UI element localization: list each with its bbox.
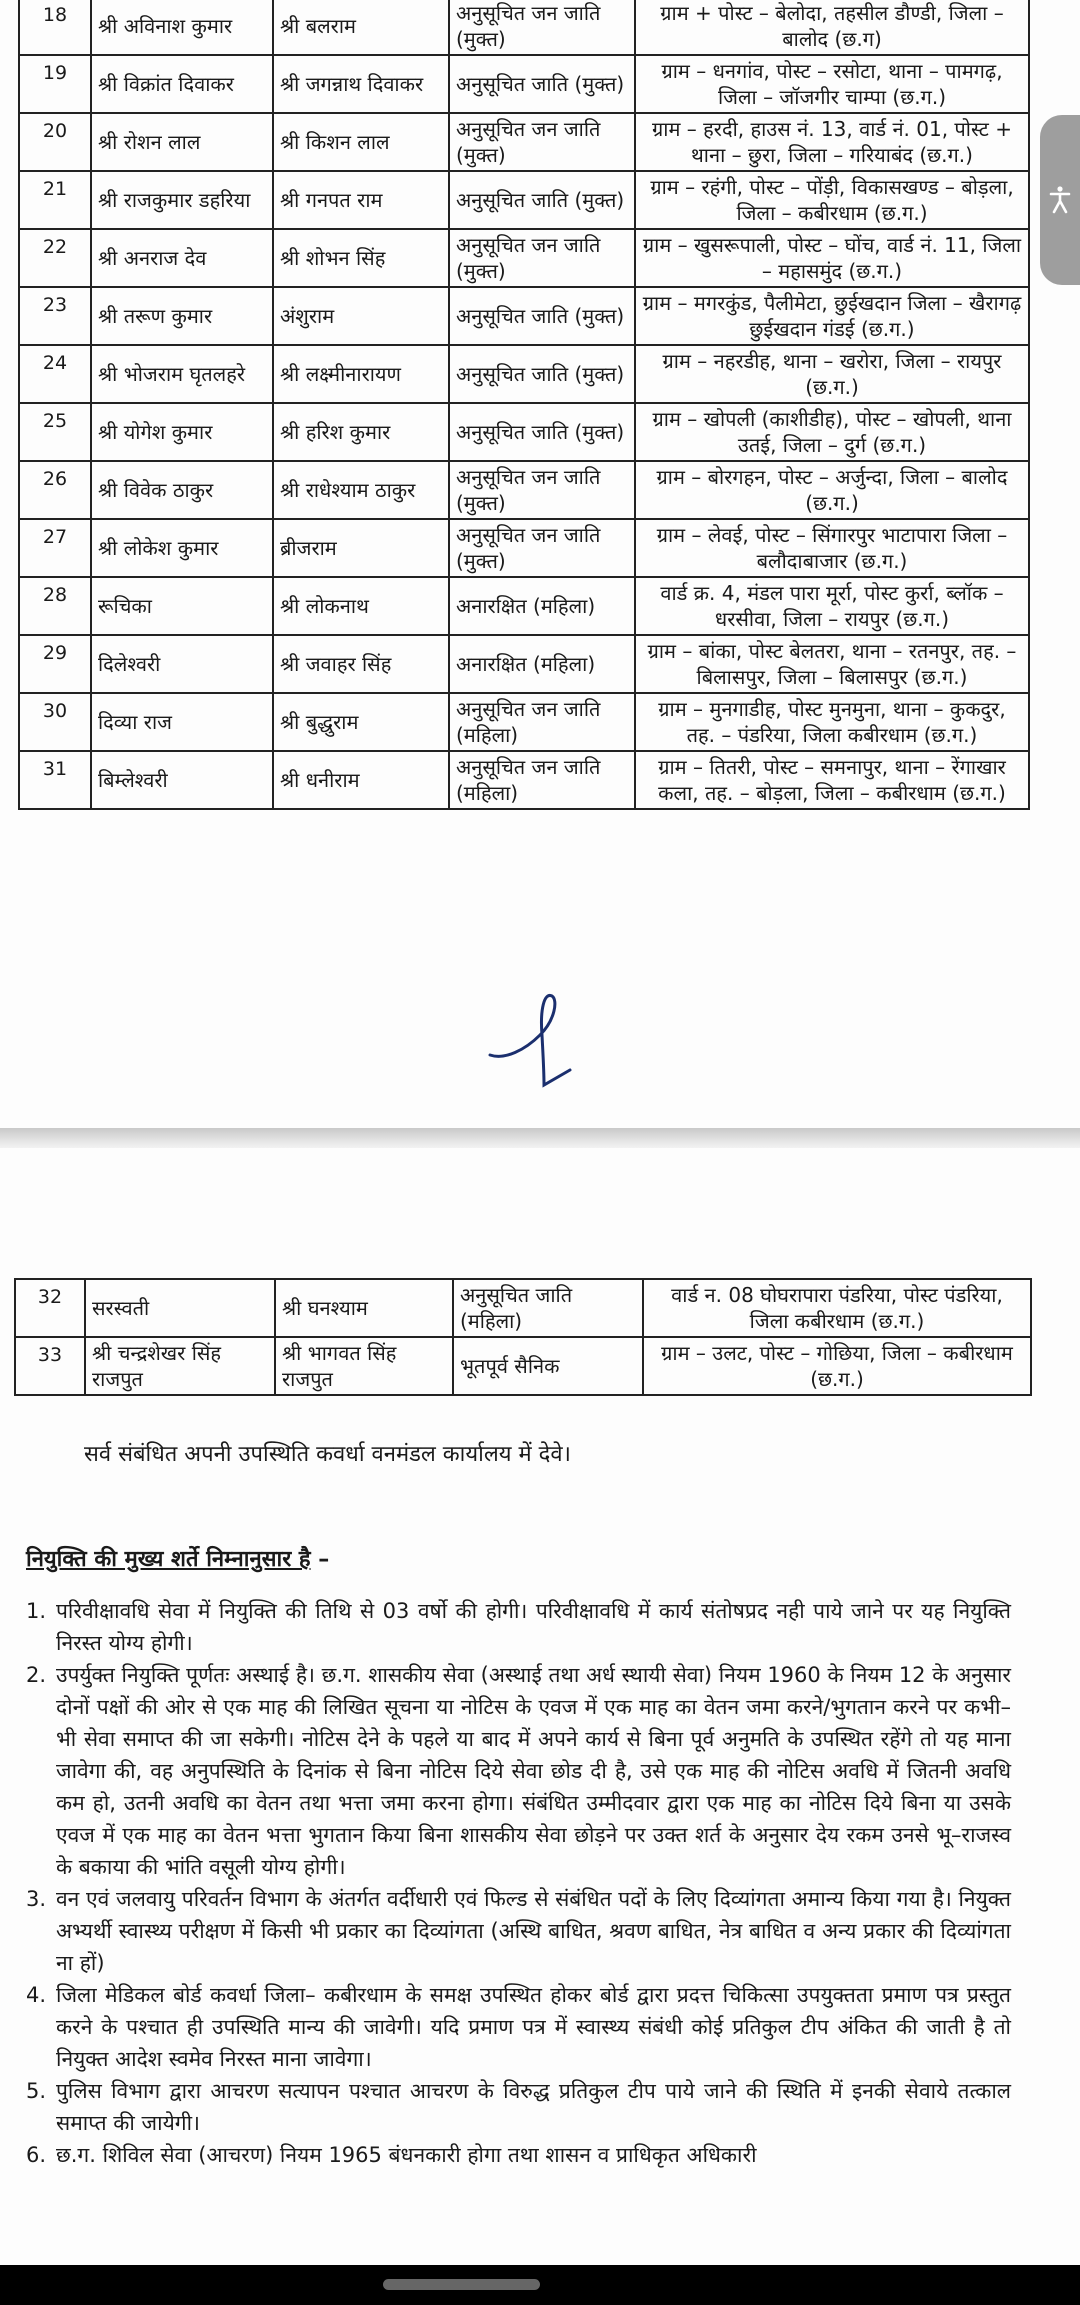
candidate-name-cell: श्री भोजराम घृतलहरे <box>91 345 273 403</box>
candidate-name-cell: श्री विक्रांत दिवाकर <box>91 55 273 113</box>
category-cell: अनुसूचित जाति (मुक्त) <box>449 55 635 113</box>
accessibility-icon <box>1049 186 1071 214</box>
condition-text: जिला मेडिकल बोर्ड कवर्धा जिला– कबीरधाम के समक्ष उपस्थित होकर बोर्ड द्वारा प्रदत्त चिकित्सा उपयुक्तता प्रमाण पत्र प्रस्तुत करने के पश्चात ही उपस्थिति मान्य की जावेगी। यदि प्रमाण पत्र में स्वास्थ्य संबंधी कोई प्रतिकुल टीप अंकित की जाती है तो नियुक्त आदेश स्वमेव निरस्त माना जावेगा। <box>56 1983 1011 2071</box>
serial-number-cell: 21 <box>19 171 91 229</box>
serial-number-cell: 32 <box>15 1279 85 1337</box>
address-cell: ग्राम – बांका, पोस्ट बेलतरा, थाना – रतनपुर, तह. – बिलासपुर, जिला – बिलासपुर (छ.ग.) <box>635 635 1029 693</box>
father-name-cell: श्री घनश्याम <box>275 1279 453 1337</box>
address-cell: ग्राम – हरदी, हाउस नं. 13, वार्ड नं. 01, पोस्ट + थाना – छुरा, जिला – गरियाबंद (छ.ग.) <box>635 113 1029 171</box>
category-cell: अनुसूचित जाति (मुक्त) <box>449 345 635 403</box>
father-name-cell: श्री लक्ष्मीनारायण <box>273 345 449 403</box>
table-row <box>19 55 1029 113</box>
category-cell: अनुसूचित जन जाति (मुक्त) <box>449 229 635 287</box>
condition-number: 3. <box>26 1887 47 1911</box>
father-name-cell: श्री हरिश कुमार <box>273 403 449 461</box>
address-cell: ग्राम – तितरी, पोस्ट – समनापुर, थाना – रेंगाखार कला, तह. – बोड़ला, जिला – कबीरधाम (छ.ग.) <box>635 751 1029 809</box>
condition-item <box>26 1883 1011 1979</box>
serial-number-cell: 26 <box>19 461 91 519</box>
category-cell: अनारक्षित (महिला) <box>449 635 635 693</box>
table-row <box>19 577 1029 635</box>
table-row <box>19 403 1029 461</box>
father-name-cell: श्री बुद्धुराम <box>273 693 449 751</box>
signature-mark <box>470 990 590 1100</box>
address-cell: ग्राम – मगरकुंड, पैलीमेटा, छुईखदान जिला – खैरागढ़ छुईखदान गंडई (छ.ग.) <box>635 287 1029 345</box>
serial-number-cell: 20 <box>19 113 91 171</box>
category-cell: अनुसूचित जाति (मुक्त) <box>449 403 635 461</box>
condition-number: 6. <box>26 2143 47 2167</box>
serial-number-cell: 33 <box>15 1337 85 1395</box>
table-row <box>19 0 1029 55</box>
condition-number: 1. <box>26 1599 47 1623</box>
table-row <box>15 1279 1031 1337</box>
address-cell: ग्राम – उलट, पोस्ट – गोछिया, जिला – कबीरधाम (छ.ग.) <box>643 1337 1031 1395</box>
candidate-name-cell: श्री अविनाश कुमार <box>91 0 273 55</box>
father-name-cell: श्री धनीराम <box>273 751 449 809</box>
conditions-heading <box>26 1545 329 1575</box>
candidate-name-cell: श्री अनराज देव <box>91 229 273 287</box>
table-row <box>19 461 1029 519</box>
document-page-1 <box>0 0 1080 1140</box>
candidate-name-cell: श्री रोशन लाल <box>91 113 273 171</box>
table-row <box>19 287 1029 345</box>
system-navigation-bar <box>0 2265 1080 2305</box>
category-cell: अनुसूचित जन जाति (मुक्त) <box>449 519 635 577</box>
conditions-heading-dash: – <box>310 1547 330 1572</box>
serial-number-cell: 28 <box>19 577 91 635</box>
address-cell: ग्राम + पोस्ट – बेलोदा, तहसील डौण्डी, जिला – बालोद (छ.ग) <box>635 0 1029 55</box>
candidate-name-cell: बिम्लेश्वरी <box>91 751 273 809</box>
candidate-name-cell: श्री लोकेश कुमार <box>91 519 273 577</box>
serial-number-cell: 30 <box>19 693 91 751</box>
category-cell: अनुसूचित जन जाति (मुक्त) <box>449 0 635 55</box>
candidate-name-cell: दिलेश्वरी <box>91 635 273 693</box>
father-name-cell: श्री जवाहर सिंह <box>273 635 449 693</box>
condition-item <box>26 1979 1011 2075</box>
father-name-cell: श्री गनपत राम <box>273 171 449 229</box>
category-cell: अनुसूचित जन जाति (मुक्त) <box>449 113 635 171</box>
condition-item <box>26 1659 1011 1883</box>
condition-number: 4. <box>26 1983 47 2007</box>
home-gesture-handle[interactable] <box>383 2279 540 2290</box>
category-cell: अनुसूचित जन जाति (महिला) <box>449 751 635 809</box>
condition-text: पुलिस विभाग द्वारा आचरण सत्यापन पश्चात आचरण के विरुद्ध प्रतिकुल टीप पाये जाने की स्थिति में इनकी सेवाये तत्काल समाप्त की जायेगी। <box>56 2079 1011 2135</box>
father-name-cell: श्री भागवत सिंह राजपुत <box>275 1337 453 1395</box>
serial-number-cell: 18 <box>19 0 91 55</box>
serial-number-cell: 19 <box>19 55 91 113</box>
serial-number-cell: 31 <box>19 751 91 809</box>
category-cell: अनुसूचित जाति (मुक्त) <box>449 287 635 345</box>
address-cell: वार्ड न. 08 घोघरापारा पंडरिया, पोस्ट पंडरिया, जिला कबीरधाम (छ.ग.) <box>643 1279 1031 1337</box>
category-cell: अनुसूचित जन जाति (मुक्त) <box>449 461 635 519</box>
candidate-name-cell: दिव्या राज <box>91 693 273 751</box>
address-cell: ग्राम – धनगांव, पोस्ट – रसोटा, थाना – पामगढ़, जिला – जॉजगीर चाम्पा (छ.ग.) <box>635 55 1029 113</box>
candidate-name-cell: सरस्वती <box>85 1279 275 1337</box>
category-cell: भूतपूर्व सैनिक <box>453 1337 643 1395</box>
address-cell: ग्राम – नहरडीह, थाना – खरोरा, जिला – रायपुर (छ.ग.) <box>635 345 1029 403</box>
father-name-cell: श्री बलराम <box>273 0 449 55</box>
table-row <box>19 113 1029 171</box>
category-cell: अनारक्षित (महिला) <box>449 577 635 635</box>
address-cell: वार्ड क्र. 4, मंडल पारा मूर्रा, पोस्ट कुर्रा, ब्लॉक – धरसीवा, जिला – रायपुर (छ.ग.) <box>635 577 1029 635</box>
appointment-table-page-2 <box>14 1278 1032 1396</box>
conditions-heading-text: नियुक्ति की मुख्य शर्ते निम्नानुसार है <box>26 1547 311 1572</box>
candidate-name-cell: श्री तरूण कुमार <box>91 287 273 345</box>
appointment-table-page-1 <box>18 0 1030 810</box>
table-row <box>19 519 1029 577</box>
table-row <box>19 693 1029 751</box>
conditions-list <box>26 1595 1011 2171</box>
table-row <box>19 229 1029 287</box>
table-row <box>19 635 1029 693</box>
serial-number-cell: 22 <box>19 229 91 287</box>
father-name-cell: श्री जगन्नाथ दिवाकर <box>273 55 449 113</box>
attendance-note: सर्व संबंधित अपनी उपस्थिति कवर्धा वनमंडल कार्यालय में देवे। <box>84 1442 571 1467</box>
candidate-name-cell: श्री चन्द्रशेखर सिंह राजपुत <box>85 1337 275 1395</box>
address-cell: ग्राम – रहंगी, पोस्ट – पोंड़ी, विकासखण्ड – बोड़ला, जिला – कबीरधाम (छ.ग.) <box>635 171 1029 229</box>
table-row <box>19 345 1029 403</box>
address-cell: ग्राम – खोपली (काशीडीह), पोस्ट – खोपली, थाना उतई, जिला – दुर्ग (छ.ग.) <box>635 403 1029 461</box>
accessibility-button[interactable] <box>1040 115 1080 285</box>
father-name-cell: अंशुराम <box>273 287 449 345</box>
table-row <box>15 1337 1031 1395</box>
candidate-name-cell: श्री योगेश कुमार <box>91 403 273 461</box>
serial-number-cell: 29 <box>19 635 91 693</box>
category-cell: अनुसूचित जाति (महिला) <box>453 1279 643 1337</box>
candidate-name-cell: रूचिका <box>91 577 273 635</box>
condition-number: 2. <box>26 1663 47 1687</box>
condition-item <box>26 2139 1011 2171</box>
condition-text: छ.ग. शिविल सेवा (आचरण) नियम 1965 बंधनकारी होगा तथा शासन व प्राधिकृत अधिकारी <box>56 2143 757 2167</box>
address-cell: ग्राम – खुसरूपाली, पोस्ट – घोंच, वार्ड नं. 11, जिला – महासमुंद (छ.ग.) <box>635 229 1029 287</box>
address-cell: ग्राम – बोरगहन, पोस्ट – अर्जुन्दा, जिला – बालोद (छ.ग.) <box>635 461 1029 519</box>
table-row <box>19 751 1029 809</box>
serial-number-cell: 27 <box>19 519 91 577</box>
address-cell: ग्राम – मुनगाडीह, पोस्ट मुनमुना, थाना – कुकदुर, तह. – पंडरिया, जिला कबीरधाम (छ.ग.) <box>635 693 1029 751</box>
serial-number-cell: 25 <box>19 403 91 461</box>
address-cell: ग्राम – लेवई, पोस्ट – सिंगारपुर भाटापारा जिला – बलौदाबाजार (छ.ग.) <box>635 519 1029 577</box>
condition-item <box>26 2075 1011 2139</box>
serial-number-cell: 23 <box>19 287 91 345</box>
condition-text: उपर्युक्त नियुक्ति पूर्णतः अस्थाई है। छ.ग. शासकीय सेवा (अस्थाई तथा अर्ध स्थायी सेवा) नियम 1960 के नियम 12 के अनुसार दोनों पक्षों की ओर से एक माह की लिखित सूचना या नोटिस के एवज में एक माह का वेतन जमा करने/भुगतान करने पर कभी–भी सेवा समाप्त की जा सकेगी। नोटिस देने के पहले या बाद में अपने कार्य से बिना पूर्व अनुमति के उपस्थित रहेंगे तो यह माना जावेगा की, वह अनुपस्थिति के दिनांक से बिना नोटिस दिये सेवा छोड दी है, उसे एक माह की नोटिस अवधि में जितनी अवधि कम हो, उतनी अवधि का वेतन तथा भत्ता जमा करना होगा। संबंधित उम्मीदवार द्वारा एक माह का नोटिस दिये बिना या उसके एवज में एक माह का वेतन भत्ता भुगतान किया बिना शासकीय सेवा छोड़ने पर उक्त शर्त के अनुसार देय रकम उनसे भू–राजस्व के बकाया की भांति वसूली योग्य होगी। <box>56 1663 1011 1879</box>
candidate-name-cell: श्री राजकुमार डहरिया <box>91 171 273 229</box>
category-cell: अनुसूचित जन जाति (महिला) <box>449 693 635 751</box>
condition-item <box>26 1595 1011 1659</box>
condition-text: वन एवं जलवायु परिवर्तन विभाग के अंतर्गत वर्दीधारी एवं फिल्ड से संबंधित पदों के लिए दिव्यांगता अमान्य किया गया है। नियुक्त अभ्यर्थी स्वास्थ्य परीक्षण में किसी भी प्रकार का दिव्यांगता (अस्थि बाधित, श्रवण बाधित, नेत्र बाधित व अन्य प्रकार की दिव्यांगता ना हों) <box>56 1887 1011 1975</box>
father-name-cell: श्री राधेश्याम ठाकुर <box>273 461 449 519</box>
father-name-cell: श्री शोभन सिंह <box>273 229 449 287</box>
condition-number: 5. <box>26 2079 47 2103</box>
candidate-name-cell: श्री विवेक ठाकुर <box>91 461 273 519</box>
serial-number-cell: 24 <box>19 345 91 403</box>
condition-text: परिवीक्षावधि सेवा में नियुक्ति की तिथि से 03 वर्षो की होगी। परिवीक्षावधि में कार्य संतोषप्रद नही पाये जाने पर यह नियुक्ति निरस्त योग्य होगी। <box>56 1599 1011 1655</box>
father-name-cell: श्री लोकनाथ <box>273 577 449 635</box>
table-row <box>19 171 1029 229</box>
category-cell: अनुसूचित जाति (मुक्त) <box>449 171 635 229</box>
father-name-cell: ब्रीजराम <box>273 519 449 577</box>
father-name-cell: श्री किशन लाल <box>273 113 449 171</box>
